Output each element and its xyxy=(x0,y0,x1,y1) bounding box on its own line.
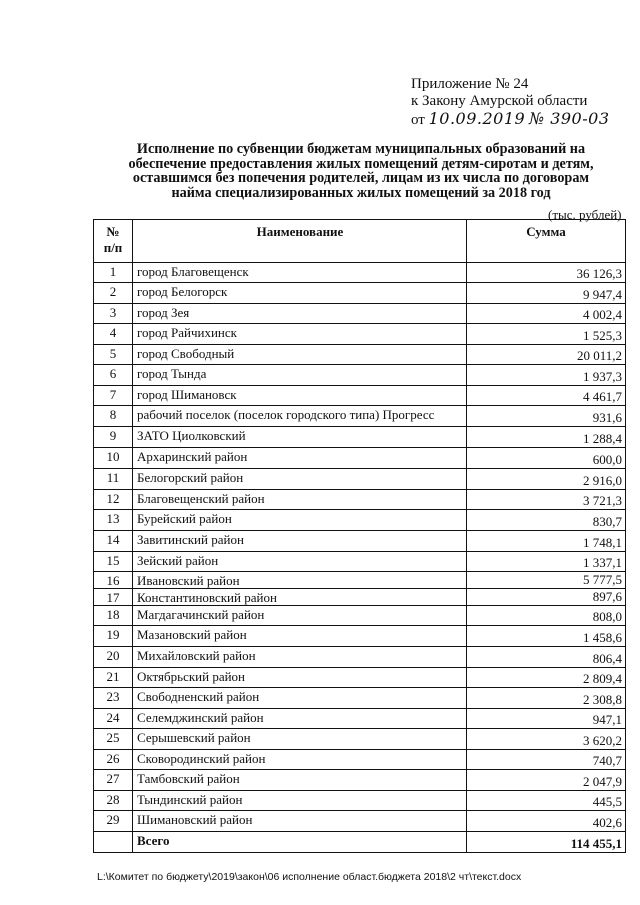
row-sum: 808,0 xyxy=(467,606,626,626)
budget-table xyxy=(93,219,626,853)
table-row xyxy=(94,490,626,510)
row-sum: 600,0 xyxy=(467,448,626,469)
row-number: 9 xyxy=(94,427,133,448)
table-row xyxy=(94,572,626,589)
row-number: 21 xyxy=(94,668,133,688)
row-number: 24 xyxy=(94,709,133,729)
row-number: 25 xyxy=(94,729,133,750)
row-number: 27 xyxy=(94,770,133,791)
row-name: Константиновский район xyxy=(133,589,467,606)
table-row xyxy=(94,263,626,283)
row-sum: 1 937,3 xyxy=(467,365,626,386)
row-sum: 9 947,4 xyxy=(467,283,626,304)
total-label: Всего xyxy=(133,832,467,853)
table-row xyxy=(94,406,626,427)
row-name: Архаринский район xyxy=(133,448,467,469)
table-row xyxy=(94,770,626,791)
row-name: Михайловский район xyxy=(133,647,467,668)
row-sum: 1 288,4 xyxy=(467,427,626,448)
table-row xyxy=(94,606,626,626)
row-number: 10 xyxy=(94,448,133,469)
row-name: город Свободный xyxy=(133,345,467,365)
appendix-label: Приложение № 24 xyxy=(411,76,529,92)
row-name: Магдагачинский район xyxy=(133,606,467,626)
row-name: Селемджинский район xyxy=(133,709,467,729)
total-sum: 114 455,1 xyxy=(467,832,626,853)
row-number: 1 xyxy=(94,263,133,283)
row-sum: 897,6 xyxy=(467,589,626,606)
title-line: обеспечение предоставления жилых помещений детям-сиротам и детям, xyxy=(128,155,594,172)
table-row xyxy=(94,668,626,688)
row-sum: 4 002,4 xyxy=(467,304,626,324)
table-row xyxy=(94,552,626,572)
law-date-line xyxy=(411,110,610,129)
table-row xyxy=(94,647,626,668)
table-row xyxy=(94,750,626,770)
row-name: город Белогорск xyxy=(133,283,467,304)
row-name: Серышевский район xyxy=(133,729,467,750)
row-name: Благовещенский район xyxy=(133,490,467,510)
row-sum: 830,7 xyxy=(467,510,626,531)
table-row xyxy=(94,510,626,531)
row-sum: 3 721,3 xyxy=(467,490,626,510)
table-row xyxy=(94,626,626,647)
row-number: 29 xyxy=(94,811,133,832)
row-sum: 4 461,7 xyxy=(467,386,626,406)
row-name: Мазановский район xyxy=(133,626,467,647)
row-number: 13 xyxy=(94,510,133,531)
row-name: город Райчихинск xyxy=(133,324,467,345)
row-name: Завитинский район xyxy=(133,531,467,552)
row-name: Ивановский район xyxy=(133,572,467,589)
row-number: 12 xyxy=(94,490,133,510)
row-sum: 1 458,6 xyxy=(467,626,626,647)
row-sum: 806,4 xyxy=(467,647,626,668)
row-sum: 2 308,8 xyxy=(467,688,626,709)
row-number: 20 xyxy=(94,647,133,668)
row-sum: 36 126,3 xyxy=(467,263,626,283)
table-row xyxy=(94,531,626,552)
table-row xyxy=(94,427,626,448)
handwritten-number: № 390-03 xyxy=(528,109,610,128)
row-name: рабочий поселок (поселок городского типа) Прогресс xyxy=(133,406,467,427)
row-sum: 1 748,1 xyxy=(467,531,626,552)
row-number: 17 xyxy=(94,589,133,606)
row-sum: 5 777,5 xyxy=(467,572,626,589)
row-number: 23 xyxy=(94,688,133,709)
units-label: (тыс. рублей) xyxy=(548,207,622,222)
table-row xyxy=(94,448,626,469)
table-row xyxy=(94,791,626,811)
document-title xyxy=(96,142,626,200)
row-number: 18 xyxy=(94,606,133,626)
row-number: 5 xyxy=(94,345,133,365)
title-line: найма специализированных жилых помещений за 2018 год xyxy=(171,184,551,201)
header-sum: Сумма xyxy=(467,220,626,263)
row-number: 15 xyxy=(94,552,133,572)
row-sum: 20 011,2 xyxy=(467,345,626,365)
table-row xyxy=(94,386,626,406)
appendix-block xyxy=(411,76,610,129)
row-name: Бурейский район xyxy=(133,510,467,531)
table-row xyxy=(94,688,626,709)
row-name: Сковородинский район xyxy=(133,750,467,770)
table-row xyxy=(94,365,626,386)
row-name: город Тында xyxy=(133,365,467,386)
table-row xyxy=(94,589,626,606)
row-number: 19 xyxy=(94,626,133,647)
row-number: 28 xyxy=(94,791,133,811)
table-row xyxy=(94,811,626,832)
title-line: оставшимся без попечения родителей, лицам из их числа по договорам xyxy=(132,170,590,186)
row-name: Тындинский район xyxy=(133,791,467,811)
row-sum: 1 525,3 xyxy=(467,324,626,345)
row-number: 11 xyxy=(94,469,133,490)
row-number: 26 xyxy=(94,750,133,770)
row-name: Тамбовский район xyxy=(133,770,467,791)
row-name: Свободненский район xyxy=(133,688,467,709)
row-sum: 1 337,1 xyxy=(467,552,626,572)
row-sum: 402,6 xyxy=(467,811,626,832)
table-row xyxy=(94,729,626,750)
total-row xyxy=(94,832,626,853)
row-name: город Зея xyxy=(133,304,467,324)
row-sum: 2 916,0 xyxy=(467,469,626,490)
table-header-row xyxy=(94,220,626,263)
row-number: 4 xyxy=(94,324,133,345)
row-number: 7 xyxy=(94,386,133,406)
row-sum: 3 620,2 xyxy=(467,729,626,750)
row-number: 8 xyxy=(94,406,133,427)
row-name: Шимановский район xyxy=(133,811,467,832)
table-row xyxy=(94,469,626,490)
row-number: 14 xyxy=(94,531,133,552)
row-number: 3 xyxy=(94,304,133,324)
row-number: 16 xyxy=(94,572,133,589)
row-name: Октябрьский район xyxy=(133,668,467,688)
row-sum: 2 809,4 xyxy=(467,668,626,688)
header-number: № п/п xyxy=(94,220,133,263)
total-number xyxy=(94,832,133,853)
header-name: Наименование xyxy=(133,220,467,263)
from-prefix: от xyxy=(411,112,425,128)
table-row xyxy=(94,304,626,324)
row-name: Белогорский район xyxy=(133,469,467,490)
file-path-footer: L:\Комитет по бюджету\2019\закон\06 исполнение област.бюджета 2018\2 чт\текст.docx xyxy=(97,871,522,883)
row-name: Зейский район xyxy=(133,552,467,572)
row-number: 6 xyxy=(94,365,133,386)
title-line: Исполнение по субвенции бюджетам муниципальных образований на xyxy=(136,141,586,157)
row-sum: 947,1 xyxy=(467,709,626,729)
row-sum: 2 047,9 xyxy=(467,770,626,791)
handwritten-date: 10.09.2019 xyxy=(428,109,526,128)
row-name: город Благовещенск xyxy=(133,263,467,283)
table-row xyxy=(94,709,626,729)
law-reference: к Закону Амурской области xyxy=(411,93,588,109)
table-row xyxy=(94,324,626,345)
row-name: город Шимановск xyxy=(133,386,467,406)
row-number: 2 xyxy=(94,283,133,304)
table-row xyxy=(94,345,626,365)
row-sum: 740,7 xyxy=(467,750,626,770)
row-sum: 931,6 xyxy=(467,406,626,427)
table-row xyxy=(94,283,626,304)
row-name: ЗАТО Циолковский xyxy=(133,427,467,448)
row-sum: 445,5 xyxy=(467,791,626,811)
